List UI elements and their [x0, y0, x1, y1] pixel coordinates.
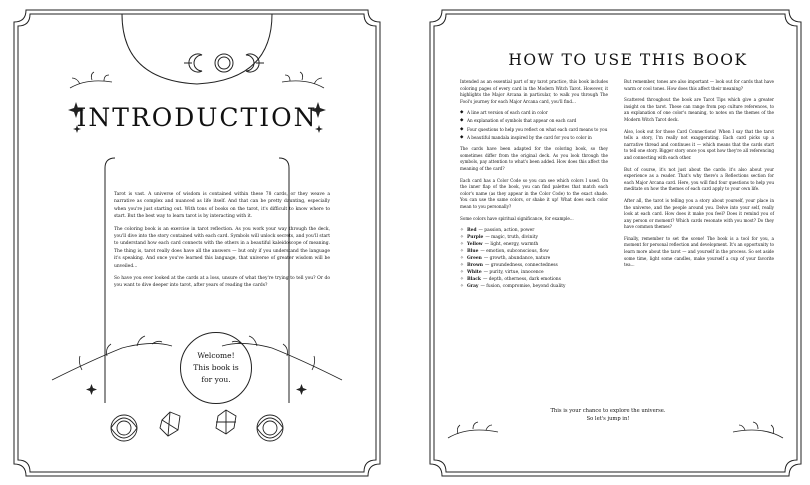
sparkle-bullet-icon: ✧ — [460, 263, 464, 269]
moon-phase-icon — [178, 52, 270, 74]
list-item — [460, 135, 608, 142]
closing-note — [508, 407, 708, 423]
left-page — [12, 8, 382, 478]
color-meaning: — passion, action, power — [478, 228, 535, 234]
diamond-bullet-icon: ◆ — [460, 134, 464, 140]
page-title: INTRODUCTION — [76, 103, 318, 132]
diamond-bullet-icon: ◆ — [460, 118, 464, 124]
list-item — [460, 269, 608, 276]
cards-note-paragraph: The cards have been adapted for the coloring book, so they sometimes differ from the original deck. As you look through the symbols, pay attention to what's been added. How does this affect the meaning of the card? — [460, 146, 608, 172]
feature-text: A line art version of each card in color — [467, 110, 548, 116]
color-meanings-list — [460, 227, 608, 290]
intro-paragraph: Intended as an essential part of my tarot practice, this book includes coloring pages of every card in the Modern Witch Tarot. However, it highlights the Major Arcana in particular, to walk you through The Fool's journey for each Major Arcana card, you'll find... — [460, 79, 608, 104]
list-item — [460, 248, 608, 255]
sparkle-bullet-icon: ✧ — [460, 277, 464, 283]
feature-text: A beautiful mandala inspired by the card for you to color in — [467, 134, 592, 140]
sparkle-bullet-icon: ✧ — [460, 228, 464, 234]
color-name: Red — [467, 228, 477, 234]
color-meaning: — depth, otherness, dark emotions — [482, 277, 561, 283]
color-name: White — [467, 270, 482, 276]
body-paragraph: Scattered throughout the book are Tarot Tips which give a greater insight on the tarot. These can range from pop culture references, to an explanation of one color's meaning, to notes on the themes of the Modern Witch Tarot deck. — [624, 97, 774, 122]
sparkle-bullet-icon: ✧ — [460, 242, 464, 248]
color-meaning: — groundedness, connectedness — [484, 263, 558, 269]
intro-paragraph: So have you ever looked at the cards at a loss, unsure of what they're trying to tell you? Or do you want to dive deeper into tarot, after years of reading the cards? — [114, 276, 330, 289]
list-item — [460, 127, 608, 134]
welcome-line: Welcome! — [197, 351, 235, 360]
color-name: Gray — [467, 284, 479, 290]
color-name: Brown — [467, 263, 483, 269]
list-item — [460, 276, 608, 283]
color-name: Black — [467, 277, 481, 283]
color-meaning: — fusion, compromise, beyond duality — [480, 284, 566, 290]
left-column — [460, 79, 608, 290]
list-item — [460, 241, 608, 248]
sparkle-bullet-icon: ✧ — [460, 284, 464, 290]
closing-line: This is your chance to explore the universe. — [550, 408, 666, 414]
color-meaning: — growth, abundance, nature — [483, 256, 551, 262]
body-paragraph: Finally, remember to set the scene! The book is a tool for you, a moment for personal reflection and development. It's an opportunity to learn more about the tarot — and yourself in the process. So set aside some time, light some candles, make yourself a cup of your favorite tea... — [624, 235, 774, 268]
intro-paragraph: Tarot is vast. A universe of wisdom is contained within these 78 cards, or they weave a narrative as complex and nuanced as life itself. And that can be pretty daunting, especially when you're just starting out. With tons of books on the tarot, it's difficult to know where to start. But the best way to learn tarot is by interacting with it. — [114, 192, 330, 220]
sparkle-bullet-icon: ✧ — [460, 256, 464, 262]
sparkle-bullet-icon: ✧ — [460, 235, 464, 241]
features-list — [460, 110, 608, 141]
color-code-paragraph: Each card has a Color Code so you can see which colors I used. On the inner flap of the book, you can find palettes that match each color's name (as they appear in the Color Code) to the exact shade. You can use the same colors, or shake it up! What does each color mean to you personally? — [460, 177, 608, 209]
closing-line: So let's jump in! — [586, 416, 630, 422]
color-meaning: — emotion, subconscious, flow — [480, 249, 549, 255]
list-item — [460, 234, 608, 241]
color-name: Green — [467, 256, 482, 262]
list-item — [460, 255, 608, 262]
page-title: HOW TO USE THIS BOOK — [508, 51, 748, 69]
body-paragraph: But of course, it's not just about the cards: it's also about your experience as a reader. That's why there's a Reflections section for each Major Arcana card. Here, you will find four questions to help you meditate on how the themes of each card apply to your own life. — [624, 166, 774, 192]
introduction-body — [114, 191, 330, 295]
list-item — [460, 283, 608, 290]
welcome-line: for you. — [201, 375, 231, 384]
right-page — [428, 8, 803, 478]
list-item — [460, 262, 608, 269]
colors-intro: Some colors have spiritual significance, for example... — [460, 215, 574, 221]
body-paragraph: After all, the tarot is telling you a story about yourself, your place in the universe, and the people around you. Delve into your self, really look at each card. How does it make you feel? Does it remind you of any person or moment? Which cards resonate with you most? Do they have common themes? — [624, 197, 774, 230]
diamond-bullet-icon: ◆ — [460, 110, 464, 116]
sparkle-bullet-icon: ✧ — [460, 249, 464, 255]
diamond-bullet-icon: ◆ — [460, 126, 464, 132]
color-name: Blue — [467, 249, 479, 255]
color-meaning: — purity, virtue, innocence — [483, 270, 544, 276]
sparkle-bullet-icon: ✧ — [460, 270, 464, 276]
feature-text: Four questions to help you reflect on what each card means to you — [467, 126, 608, 132]
list-item — [460, 227, 608, 234]
body-paragraph: But remember, tones are also important — look out for cards that have warm or cool tones. How does this affect their meaning? — [624, 79, 774, 91]
color-name: Yellow — [467, 242, 483, 248]
color-name: Purple — [467, 235, 484, 241]
right-column — [624, 79, 774, 274]
welcome-line: This book is — [193, 363, 239, 372]
feature-text: An explanation of symbols that appear on each card — [467, 118, 577, 124]
list-item — [460, 118, 608, 125]
welcome-badge — [180, 332, 252, 404]
color-meaning: — light, energy, warmth — [484, 242, 539, 248]
list-item — [460, 110, 608, 117]
intro-paragraph: The coloring book is an exercise in tarot reflection. As you work your way through the deck, you'll dive into the story contained with each card. Symbols will unlock secrets, and you'll start to understand how each card connects with the others in a beautiful kaleidoscope of meaning. The thing is, tarot really does have all the answers — but only if you understand the language it's speaking. And once you've learned this language, that universe of greater wisdom will be unveiled... — [114, 226, 330, 269]
body-paragraph: Also, look out for those Card Connections! When I say that the tarot tells a story, I'm really not exaggerating. Each card picks up a narrative thread and continues it — which means that the cards start to tell one story. Bigger story once you spot how they're all referencing and connecting with each other. — [624, 128, 774, 160]
color-meaning: — magic, truth, divinity — [485, 235, 539, 241]
